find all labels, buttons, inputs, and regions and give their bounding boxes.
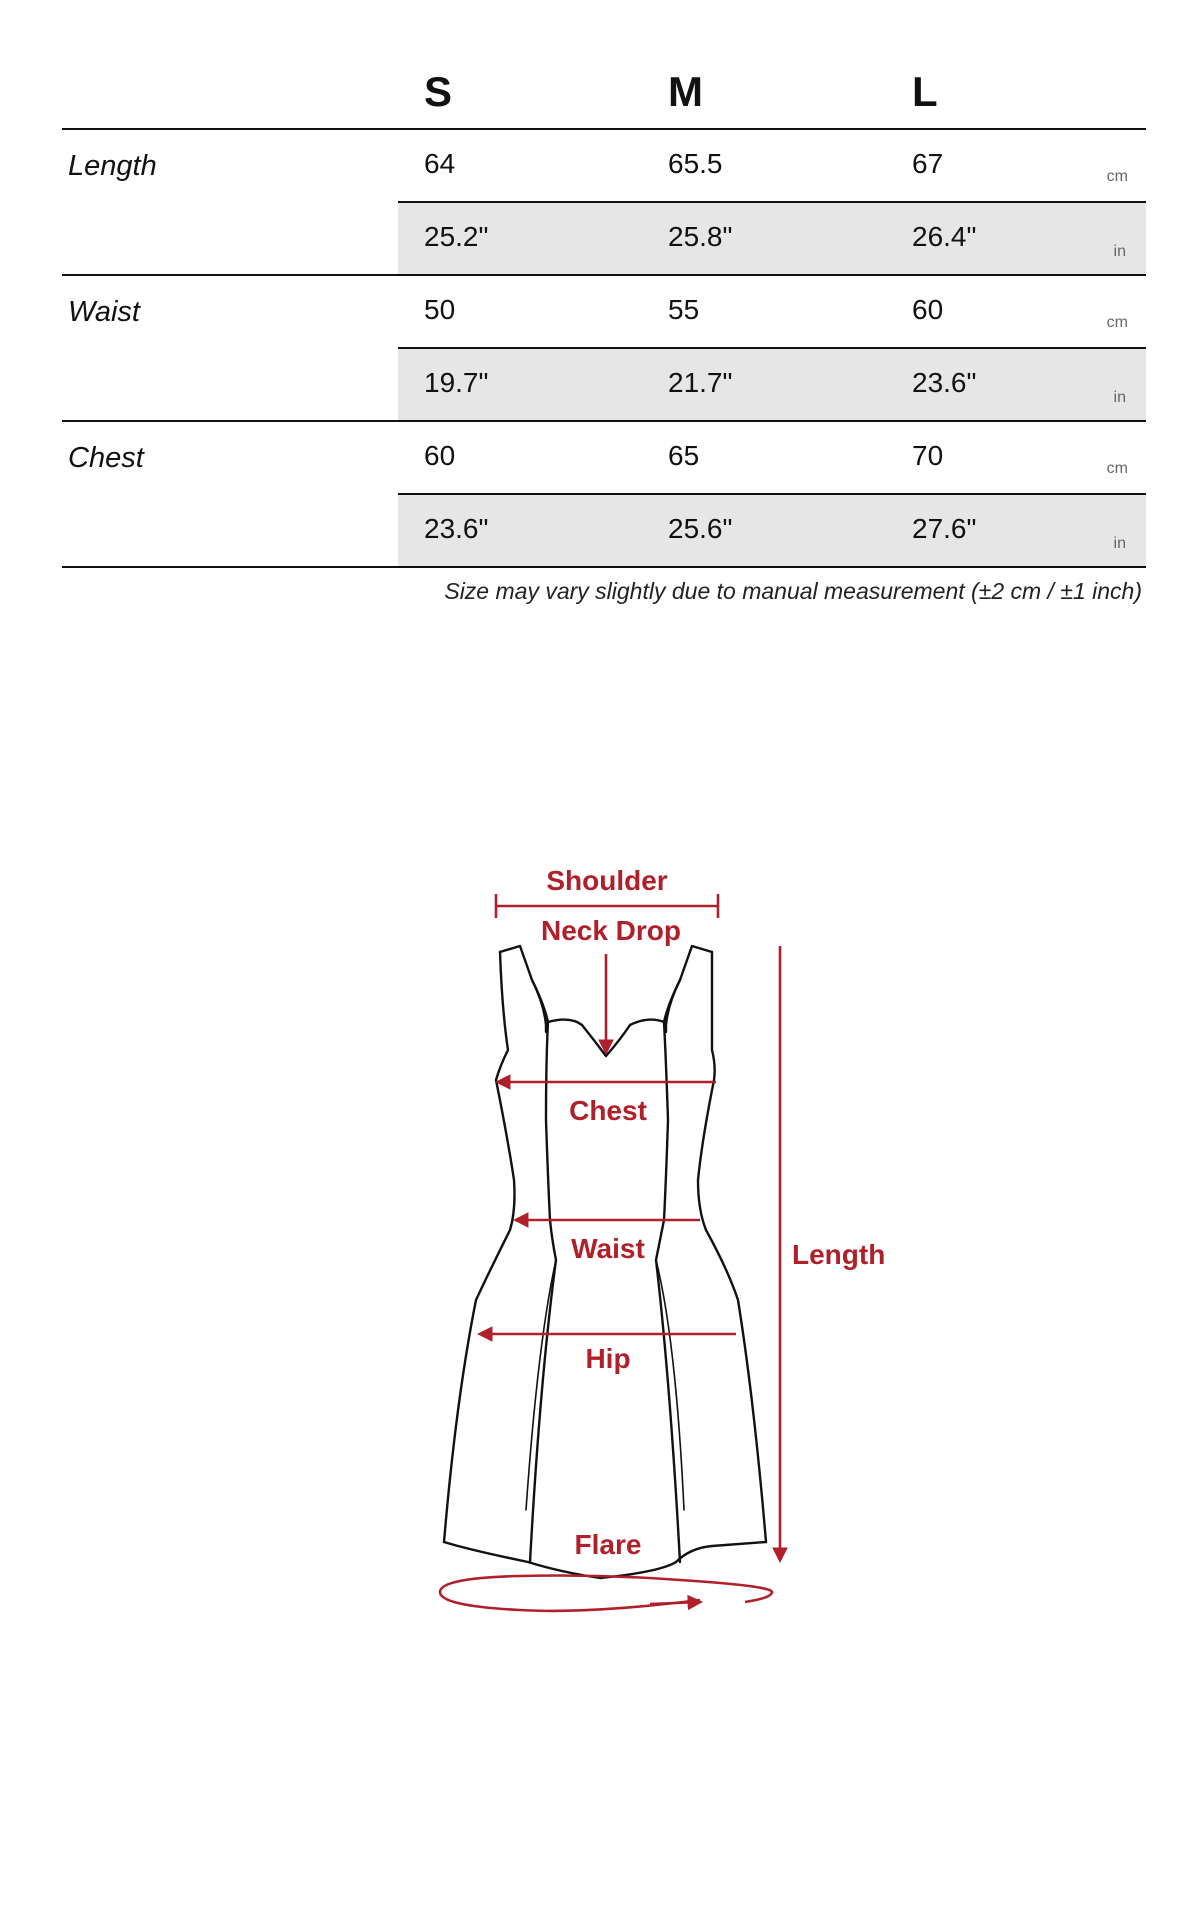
row-group-chest — [62, 422, 1146, 568]
dress-right-edge — [666, 946, 712, 1032]
cell-value: 25.8" — [668, 221, 733, 252]
cell-value: 64 — [424, 148, 456, 179]
dress-seam-right — [656, 1022, 680, 1562]
row-length-in — [398, 203, 1146, 274]
unit-cm: cm — [1106, 460, 1128, 477]
unit-in: in — [1113, 389, 1126, 406]
row-chest-cm — [398, 422, 1146, 495]
unit-in: in — [1113, 243, 1126, 260]
cell-value: 67 — [912, 148, 944, 179]
label-waist: Waist — [571, 1233, 645, 1264]
label-shoulder: Shoulder — [546, 865, 668, 896]
cell-value: 65.5 — [668, 148, 723, 179]
row-length-cm — [398, 130, 1146, 203]
cell-value: 25.2" — [424, 221, 489, 252]
dress-body-left — [444, 952, 515, 1542]
label-neck-drop: Neck Drop — [540, 915, 682, 946]
row-waist-cm — [398, 276, 1146, 349]
dress-measurement-diagram — [0, 820, 1200, 1640]
flare-arrow — [650, 1602, 700, 1604]
cell-value: 26.4" — [912, 221, 977, 252]
size-header-m: M — [668, 68, 703, 115]
size-header-s: S — [424, 68, 453, 115]
cell-value: 55 — [668, 294, 700, 325]
row-group-length — [62, 130, 1146, 276]
unit-cm: cm — [1106, 314, 1128, 331]
label-hip: Hip — [585, 1343, 631, 1374]
cell-value: 50 — [424, 294, 456, 325]
size-header-l: L — [912, 68, 938, 115]
row-label-waist: Waist — [68, 296, 140, 328]
row-group-waist — [62, 276, 1146, 422]
cell-value: 21.7" — [668, 367, 733, 398]
row-waist-in — [398, 349, 1146, 420]
unit-cm: cm — [1106, 168, 1128, 185]
row-label-length: Length — [68, 150, 157, 182]
cell-value: 25.6" — [668, 513, 733, 544]
dress-seam-left — [530, 1022, 556, 1562]
cell-value: 70 — [912, 440, 944, 471]
dress-body-right — [698, 952, 766, 1542]
measurement-note: Size may vary slightly due to manual measurement (±2 cm / ±1 inch) — [444, 578, 1142, 604]
cell-value: 27.6" — [912, 513, 977, 544]
cell-value: 65 — [668, 440, 700, 471]
size-header-row — [62, 0, 1146, 130]
cell-value: 60 — [424, 440, 456, 471]
row-label-chest: Chest — [68, 442, 144, 474]
cell-value: 19.7" — [424, 367, 489, 398]
cell-value: 23.6" — [912, 367, 977, 398]
label-flare: Flare — [574, 1529, 642, 1560]
row-chest-in — [398, 495, 1146, 566]
cell-value: 60 — [912, 294, 944, 325]
unit-in: in — [1113, 535, 1126, 552]
size-chart-table — [62, 0, 1146, 568]
flare-ellipse — [440, 1576, 772, 1611]
label-length: Length — [792, 1239, 886, 1270]
dress-diagram-svg — [0, 820, 1200, 1640]
cell-value: 23.6" — [424, 513, 489, 544]
dress-left-edge — [500, 946, 546, 1032]
label-chest: Chest — [569, 1095, 647, 1126]
